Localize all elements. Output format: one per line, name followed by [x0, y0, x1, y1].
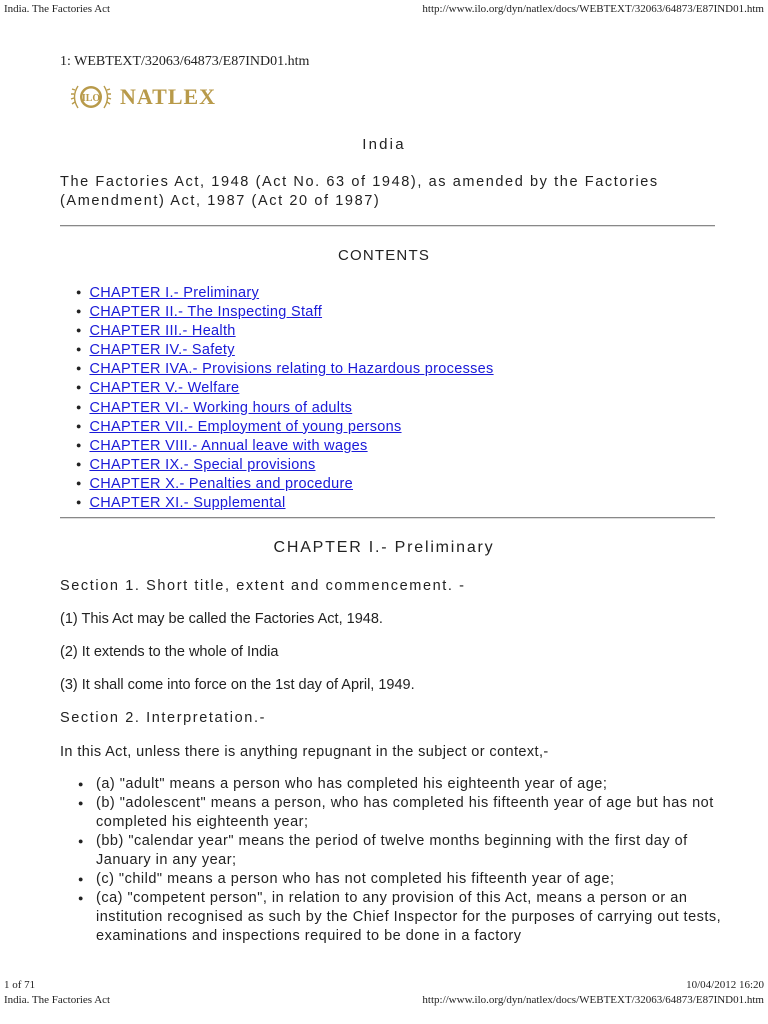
toc-link-chapter-4a[interactable]: CHAPTER IVA.- Provisions relating to Hazardous processes: [89, 361, 494, 378]
toc-link-chapter-1[interactable]: CHAPTER I.- Preliminary: [89, 285, 260, 301]
definitions-list: [76, 775, 736, 946]
ilo-emblem-text: ILO: [81, 93, 101, 104]
toc-link-chapter-10[interactable]: CHAPTER X.- Penalties and procedure: [89, 475, 354, 492]
page-number: 1 of 71: [4, 979, 36, 991]
toc-link-chapter-8[interactable]: CHAPTER VIII.- Annual leave with wages: [89, 437, 368, 454]
print-footer-url: http://www.ilo.org/dyn/natlex/docs/WEBTEXT/32063/64873/E87IND01.htm: [422, 994, 764, 1006]
toc-link-chapter-6[interactable]: CHAPTER VI.- Working hours of adults: [89, 399, 353, 416]
ilo-emblem-icon: [68, 80, 114, 114]
toc-item: [76, 494, 494, 513]
section-1-title: Section 1. Short title, extent and commencement. -: [60, 578, 466, 594]
print-header-url: http://www.ilo.org/dyn/natlex/docs/WEBTEXT/32063/64873/E87IND01.htm: [422, 3, 764, 15]
toc-item: [76, 456, 494, 475]
section-1-item: (2) It extends to the whole of India: [60, 644, 279, 660]
divider: [60, 225, 715, 227]
toc-link-chapter-3[interactable]: CHAPTER III.- Health: [89, 323, 236, 340]
print-header-title: India. The Factories Act: [4, 3, 111, 15]
toc-item: [76, 303, 494, 322]
toc-item: [76, 379, 494, 398]
toc-item: [76, 399, 494, 418]
print-datetime: 10/04/2012 16:20: [686, 979, 764, 991]
definition-item: ● (a) "adult" means a person who has completed his eighteenth year of age;: [76, 775, 736, 794]
act-title: The Factories Act, 1948 (Act No. 63 of 1948), as amended by the Factories (Amendment) Act, 1987 (Act 20 of 1987): [60, 174, 659, 209]
toc-item: [76, 322, 494, 341]
document-reference: 1: WEBTEXT/32063/64873/E87IND01.htm: [60, 54, 310, 69]
toc-link-chapter-11[interactable]: CHAPTER XI.- Supplemental: [89, 495, 286, 512]
toc-link-chapter-5[interactable]: CHAPTER V.- Welfare: [89, 380, 240, 397]
section-1-item: (3) It shall come into force on the 1st day of April, 1949.: [60, 677, 415, 693]
section-2-title: Section 2. Interpretation.-: [60, 710, 267, 726]
toc-item: [76, 341, 494, 360]
natlex-logo-text: NATLEX: [120, 84, 217, 109]
definition-item: ● (ca) "competent person", in relation to any provision of this Act, means a person or an institution recognised as such by the Chief Inspector for the purposes of carrying out tests, examinations and inspections required to be done in a factory: [76, 889, 736, 946]
table-of-contents: [76, 284, 494, 513]
toc-link-chapter-9[interactable]: CHAPTER IX.- Special provisions: [89, 456, 316, 473]
toc-item: [76, 360, 494, 379]
definition-item: ● (c) "child" means a person who has not completed his fifteenth year of age;: [76, 870, 736, 889]
toc-item: [76, 437, 494, 456]
toc-item: [76, 475, 494, 494]
toc-item: [76, 418, 494, 437]
toc-link-chapter-7[interactable]: CHAPTER VII.- Employment of young persons: [89, 418, 402, 435]
section-1-item: (1) This Act may be called the Factories Act, 1948.: [60, 611, 383, 627]
chapter-heading: CHAPTER I.- Preliminary: [273, 539, 495, 556]
natlex-logo[interactable]: [68, 80, 216, 114]
section-2-intro: In this Act, unless there is anything repugnant in the subject or context,-: [60, 744, 549, 760]
definition-item: ● (b) "adolescent" means a person, who has completed his fifteenth year of age but has not completed his eighteenth year;: [76, 794, 736, 832]
toc-item: [76, 284, 494, 303]
country-heading: India: [362, 136, 406, 153]
toc-link-chapter-4[interactable]: CHAPTER IV.- Safety: [89, 342, 235, 359]
contents-heading: CONTENTS: [337, 247, 431, 264]
divider: [60, 517, 715, 519]
definition-item: ● (bb) "calendar year" means the period of twelve months beginning with the first day of January in any year;: [76, 832, 736, 870]
print-footer-title: India. The Factories Act: [4, 994, 111, 1006]
toc-link-chapter-2[interactable]: CHAPTER II.- The Inspecting Staff: [89, 304, 323, 321]
